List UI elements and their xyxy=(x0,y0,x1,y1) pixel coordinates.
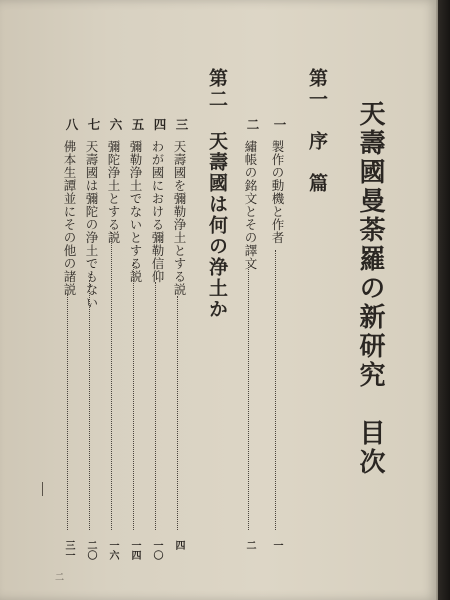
leader-dots xyxy=(89,280,90,530)
page-number: 四 xyxy=(173,540,184,550)
part-1-item-1-number: 一 xyxy=(272,118,287,131)
page-number: 三一 xyxy=(63,540,74,560)
part-2-heading: 第二 天壽國は何の浄土か xyxy=(206,68,228,320)
part-2-item-1-title: 天壽國を彌勒浄土とする説 xyxy=(172,140,187,296)
part-2-item-3-number: 五 xyxy=(130,118,145,131)
part-1-item-2-title: 繡帳の銘文とその譯文 xyxy=(243,140,258,270)
part-2-item-1-number: 三 xyxy=(174,118,189,131)
leader-dots xyxy=(248,262,249,530)
part-2-item-6-title: 佛本生譚並にその他の諸説 xyxy=(62,140,77,296)
part-1-heading: 第一 序 篇 xyxy=(306,68,328,194)
part-2-item-6-number: 八 xyxy=(64,118,79,131)
part-1-item-1-title: 製作の動機と作者 xyxy=(270,140,285,244)
folio: 二 xyxy=(53,572,63,581)
page-number: 二 xyxy=(244,540,255,550)
margin-mark xyxy=(42,482,43,496)
part-1-item-2-number: 二 xyxy=(245,118,260,131)
leader-dots xyxy=(155,282,156,530)
part-2-item-3-title: 彌勒浄土でないとする説 xyxy=(128,140,143,283)
page-number: 一 xyxy=(271,540,282,550)
part-2-item-4-number: 六 xyxy=(108,118,123,131)
part-2-item-2-number: 四 xyxy=(152,118,167,131)
leader-dots xyxy=(67,294,68,530)
leader-dots xyxy=(177,296,178,530)
part-2-item-2-title: わが國における彌勒信仰 xyxy=(150,140,165,283)
leader-dots xyxy=(133,262,134,530)
leader-dots xyxy=(275,250,276,530)
page-title: 天壽國曼荼羅の新研究 目次 xyxy=(355,100,385,477)
page-number: 一〇 xyxy=(151,540,162,560)
leader-dots xyxy=(111,232,112,530)
part-2-item-4-title: 彌陀浄土とする説 xyxy=(106,140,121,244)
page-number: 二〇 xyxy=(85,540,96,560)
page-number: 一四 xyxy=(129,540,140,560)
page-number: 一六 xyxy=(107,540,118,560)
part-2-item-5-number: 七 xyxy=(86,118,101,131)
part-2-item-5-title: 天壽國は彌陀の浄土でもない xyxy=(84,140,99,309)
page-edge-shadow xyxy=(436,0,450,600)
